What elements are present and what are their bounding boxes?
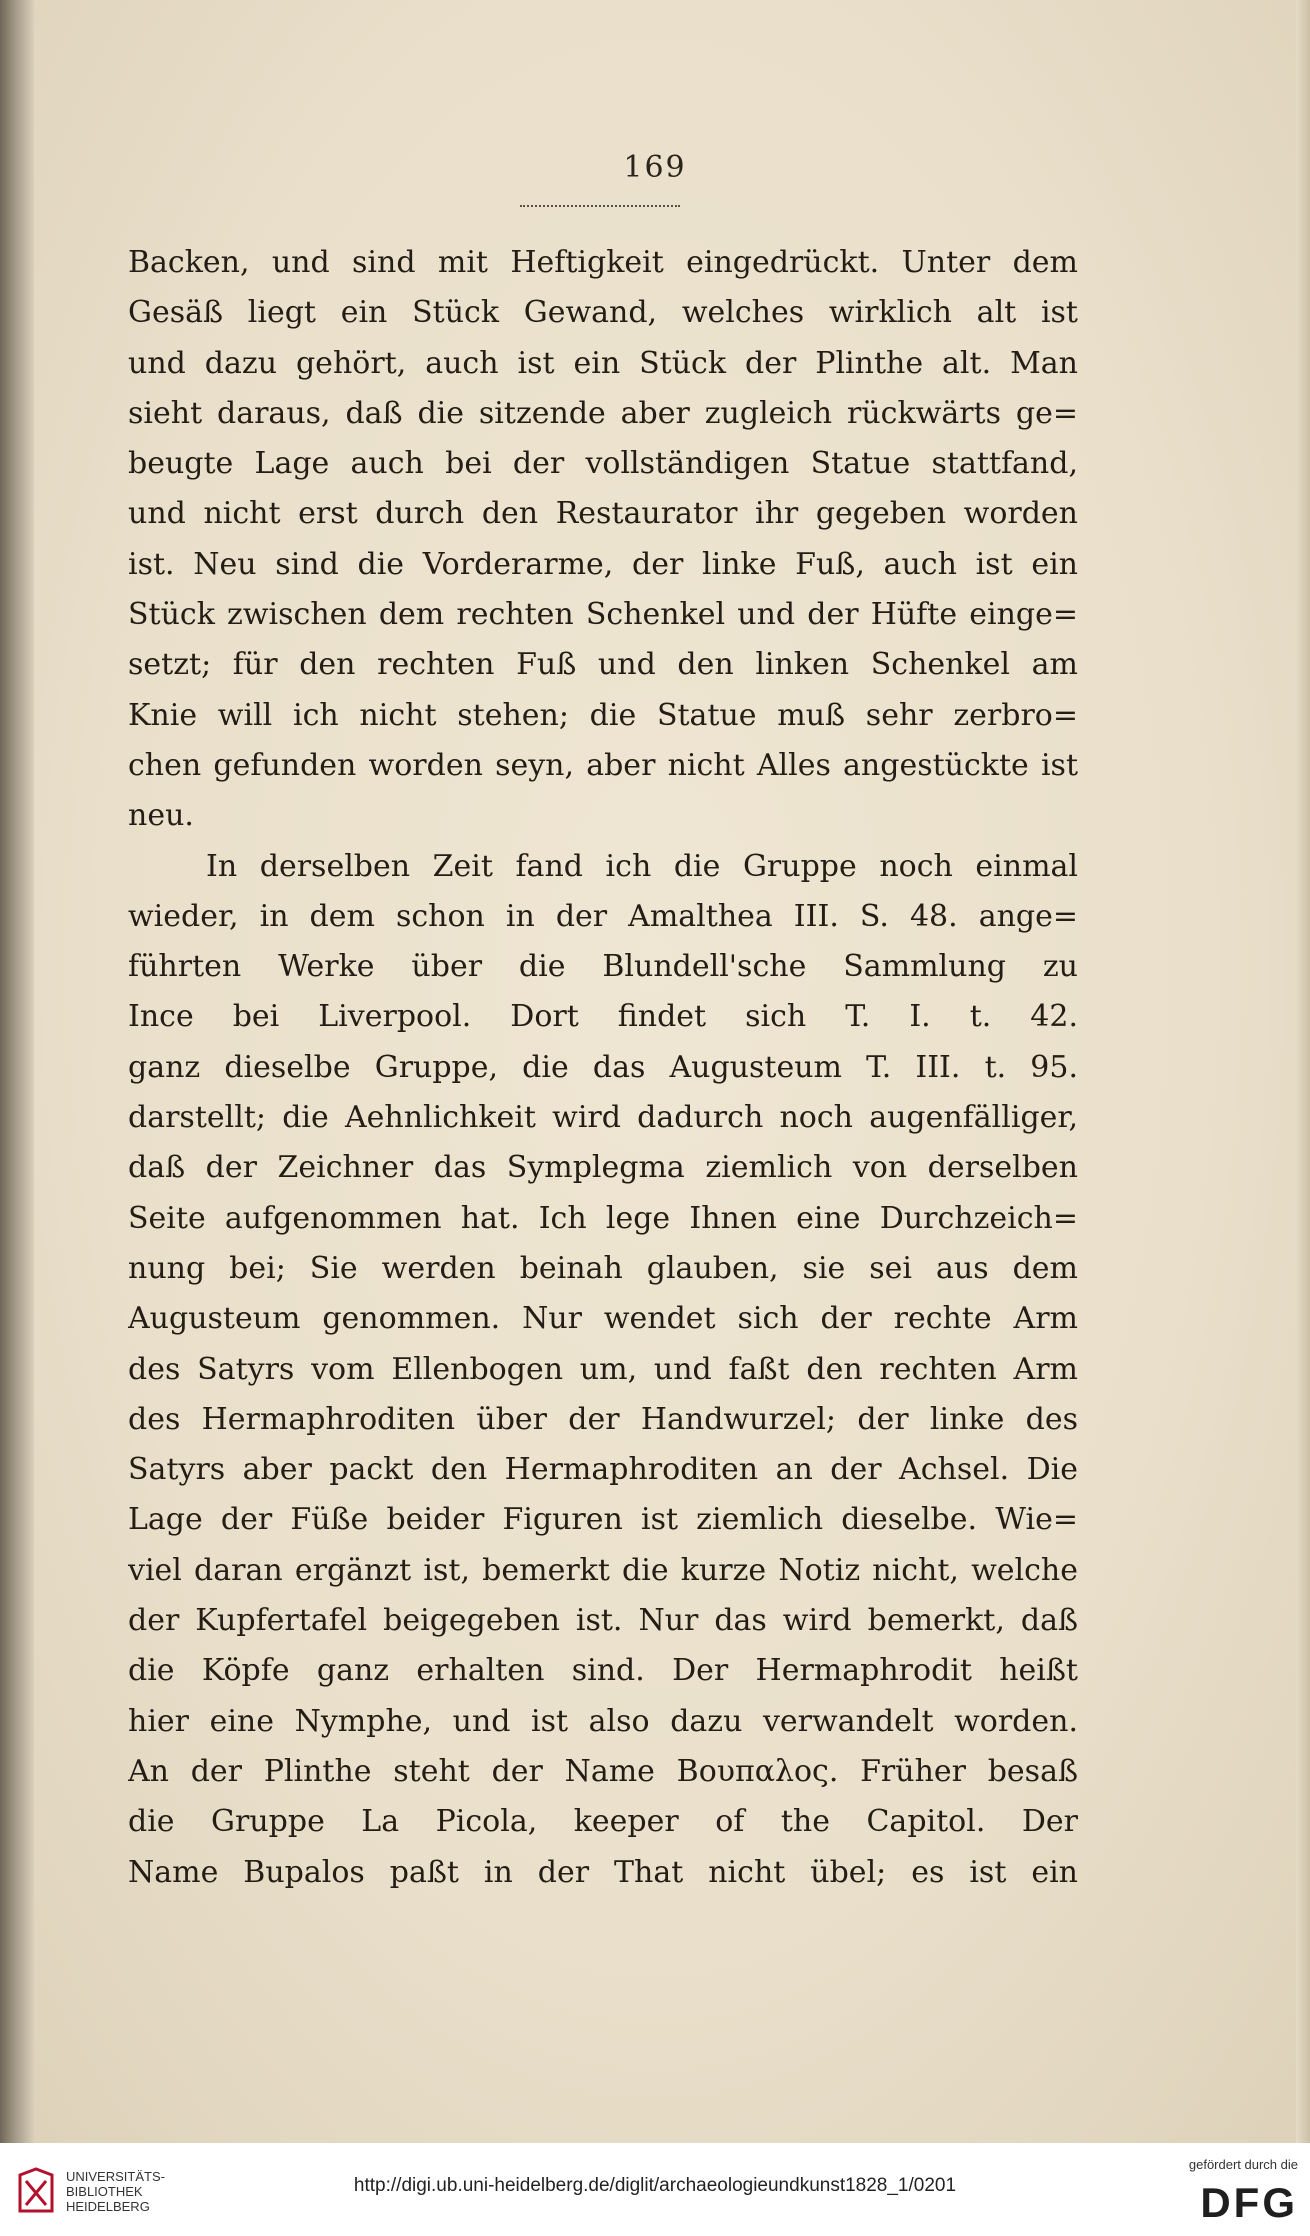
text-line: daß der Zeichner das Symplegma ziemlich von derselben [128, 1150, 1078, 1186]
body-text [128, 238, 1078, 1898]
text-line: neu. [128, 798, 194, 834]
page-number: 169 [623, 150, 687, 185]
text-line: Stück zwischen dem rechten Schenkel und der Hüfte einge= [128, 597, 1078, 633]
institution-line: BIBLIOTHEK [66, 2184, 143, 2199]
text-line: Satyrs aber packt den Hermaphroditen an der Achsel. Die [128, 1452, 1078, 1488]
text-line: setzt; für den rechten Fuß und den linken Schenkel am [128, 647, 1078, 683]
header-rule [520, 205, 680, 207]
text-line: wieder, in dem schon in der Amalthea III. S. 48. ange= [128, 898, 1078, 934]
text-line: des Satyrs vom Ellenbogen um, und faßt den rechten Arm [128, 1351, 1078, 1387]
text-line: chen gefunden worden seyn, aber nicht Alles angestückte ist [128, 747, 1078, 783]
text-line: beugte Lage auch bei der vollständigen Statue stattfand, [128, 446, 1078, 482]
text-line: Ince bei Liverpool. Dort findet sich T. I. t. 42. [128, 999, 1078, 1035]
text-line: Augusteum genommen. Nur wendet sich der rechte Arm [128, 1301, 1078, 1337]
dfg-logo: DFG [1200, 2179, 1298, 2226]
text-line: ganz dieselbe Gruppe, die das Augusteum T. III. t. 95. [128, 1049, 1078, 1085]
text-line: Gesäß liegt ein Stück Gewand, welches wirklich alt ist [128, 295, 1078, 331]
text-line: An der Plinthe steht der Name Βουπαλος. Früher besaß [128, 1753, 1078, 1789]
text-line: Knie will ich nicht stehen; die Statue muß sehr zerbro= [128, 697, 1078, 733]
text-line: des Hermaphroditen über der Handwurzel; der linke des [128, 1401, 1078, 1437]
text-line: sieht daraus, daß die sitzende aber zugleich rückwärts ge= [128, 395, 1078, 431]
funded-by-label: gefördert durch die [1188, 2157, 1298, 2172]
text-line: Lage der Füße beider Figuren ist ziemlich dieselbe. Wie= [128, 1502, 1078, 1538]
text-line: ist. Neu sind die Vorderarme, der linke Fuß, auch ist ein [128, 546, 1078, 582]
paragraph-start-line: In derselben Zeit fand ich die Gruppe noch einmal [206, 848, 1078, 884]
page-edge [1296, 0, 1310, 2143]
text-line: die Gruppe La Picola, keeper of the Capitol. Der [128, 1804, 1078, 1840]
permalink-url[interactable]: http://digi.ub.uni-heidelberg.de/diglit/archaeologieundkunst1828_1/0201 [353, 2175, 957, 2196]
text-line: Backen, und sind mit Heftigkeit eingedrückt. Unter dem [128, 245, 1078, 280]
text-line: viel daran ergänzt ist, bemerkt die kurze Notiz nicht, welche [128, 1552, 1078, 1588]
text-line: die Köpfe ganz erhalten sind. Der Hermaphrodit heißt [128, 1653, 1078, 1689]
text-line: darstellt; die Aehnlichkeit wird dadurch noch augenfälliger, [128, 1100, 1078, 1136]
text-line: und dazu gehört, auch ist ein Stück der Plinthe alt. Man [128, 345, 1078, 381]
institution-line: HEIDELBERG [66, 2199, 150, 2214]
binding-shadow [0, 0, 34, 2143]
text-line: und nicht erst durch den Restaurator ihr gegeben worden [128, 496, 1078, 532]
text-line: Name Bupalos paßt in der That nicht übel; es ist ein [128, 1854, 1078, 1890]
text-line: hier eine Nymphe, und ist also dazu verwandelt worden. [128, 1703, 1078, 1739]
text-line: führten Werke über die Blundell'sche Sammlung zu [128, 949, 1078, 985]
text-line: der Kupfertafel beigegeben ist. Nur das wird bemerkt, daß [128, 1603, 1078, 1639]
text-line: Seite aufgenommen hat. Ich lege Ihnen eine Durchzeich= [128, 1200, 1078, 1236]
viewer-footer [0, 2143, 1310, 2236]
text-line: nung bei; Sie werden beinah glauben, sie sei aus dem [128, 1250, 1078, 1286]
institution-line: UNIVERSITÄTS- [66, 2169, 165, 2184]
